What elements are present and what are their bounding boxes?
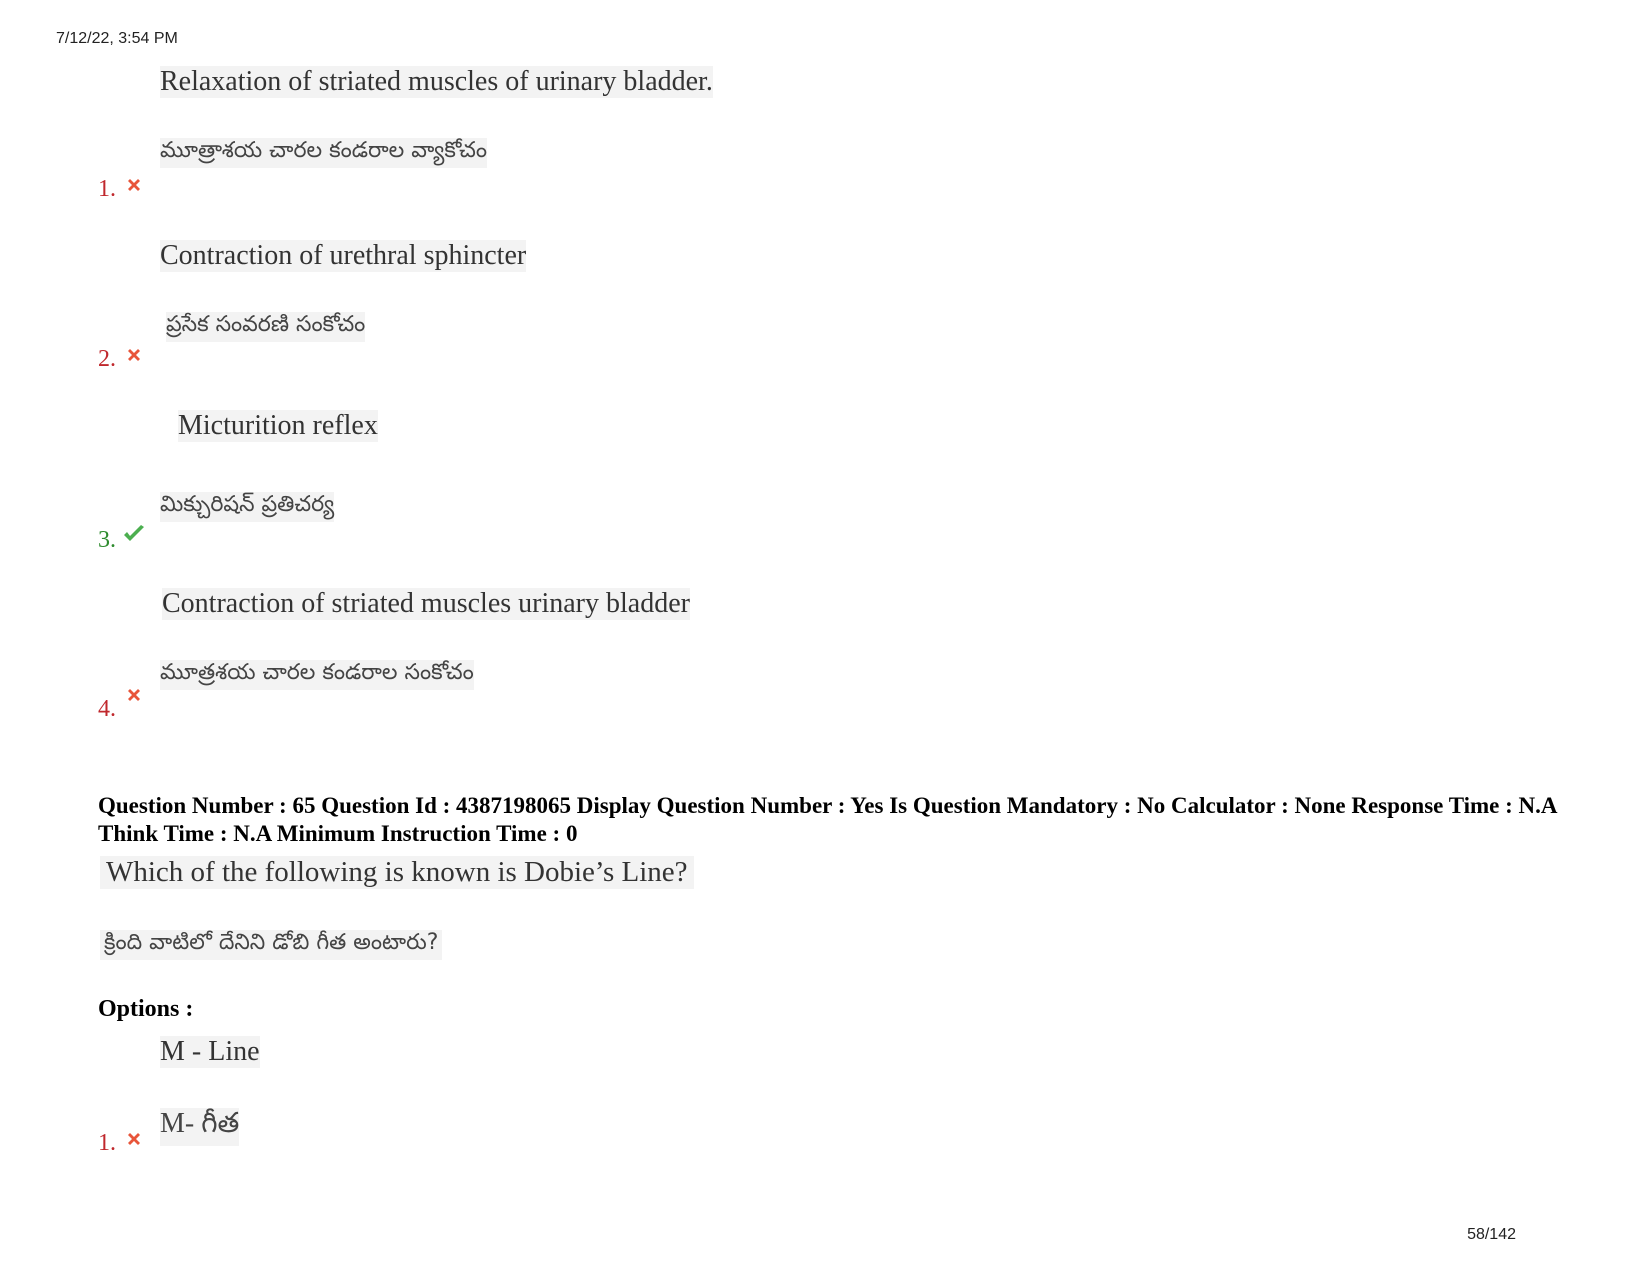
options-label: Options :: [98, 996, 194, 1022]
option-telugu-text: మూత్రశయ చారల కండరాల సంకోచం: [160, 660, 474, 690]
wrong-mark-icon: [125, 1130, 143, 1148]
option-number: 1.: [98, 1130, 116, 1156]
print-timestamp: 7/12/22, 3:54 PM: [56, 30, 178, 47]
page-counter: 58/142: [1467, 1226, 1516, 1243]
question-telugu-text: క్రింది వాటిలో దేనిని డోబి గీత అంటారు?: [100, 930, 442, 960]
option-english-text: Micturition reflex: [178, 410, 378, 441]
option-english-text: Relaxation of striated muscles of urinary bladder.: [160, 66, 713, 97]
option-number: 3.: [98, 527, 116, 553]
option-english-text: M - Line: [160, 1036, 260, 1067]
wrong-mark-icon: [125, 346, 143, 364]
question-english-text: Which of the following is known is Dobie’s Line?: [100, 856, 694, 889]
option-english-text: Contraction of striated muscles urinary bladder: [162, 588, 690, 619]
correct-mark-icon: [122, 524, 146, 546]
option-number: 1.: [98, 176, 116, 202]
wrong-mark-icon: [125, 176, 143, 194]
option-telugu-text: M- గీత: [160, 1108, 239, 1146]
wrong-mark-icon: [125, 686, 143, 704]
option-telugu-text: ప్రసేక సంవరణి సంకోచం: [166, 312, 365, 342]
option-number: 2.: [98, 346, 116, 372]
option-telugu-text: మూత్రాశయ చారల కండరాల వ్యాకోచం: [160, 138, 487, 168]
option-number: 4.: [98, 696, 116, 722]
option-english-text: Contraction of urethral sphincter: [160, 240, 527, 271]
question-metadata: Question Number : 65 Question Id : 4387198065 Display Question Number : Yes Is Question Mandatory : No Calculator : None Response Time : N.A Think Time : N.A Minimum Instruction Time : 0: [98, 793, 1557, 846]
option-telugu-text: మిక్చురిషన్ ప్రతిచర్య: [160, 492, 334, 522]
